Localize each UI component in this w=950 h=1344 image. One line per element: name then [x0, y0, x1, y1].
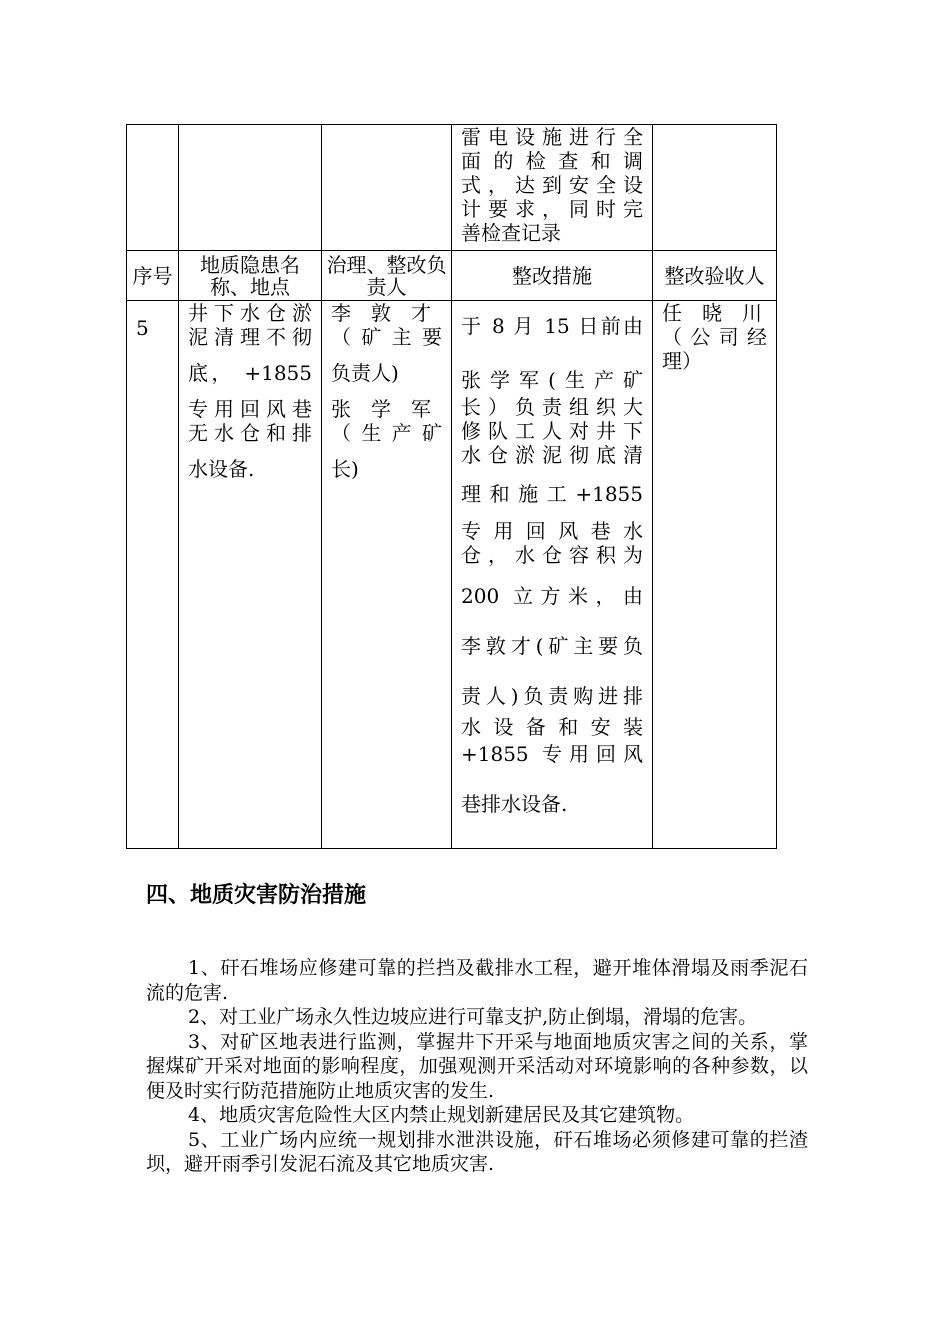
measure-line: 李敦才(矿主要负	[461, 634, 643, 658]
responsible-line: 长)	[331, 457, 359, 481]
header-hazard: 地质隐患名称、地点	[179, 251, 322, 301]
hazard-line: 无水仓和排	[188, 421, 312, 445]
paragraph: 2、对工业广场永久性边坡应进行可靠支护,防止倒塌，滑塌的危害。	[188, 1006, 758, 1028]
measure-line: 责人)负责购进排	[461, 684, 643, 708]
measure-line: 于 8 月 15 日前由	[461, 314, 643, 338]
paragraph: 5、工业广场内应统一规划排水泄洪设施，矸石堆场必须修建可靠的拦渣坝，避开雨季引发泥石流及其它地质灾害.	[146, 1128, 808, 1175]
cell-responsible	[322, 301, 452, 849]
hazard-line: 水设备.	[188, 457, 255, 481]
hazard-line: 专用回风巷	[188, 397, 312, 421]
acceptor-line: 任 晓 川	[662, 301, 762, 325]
hazard-line: 底， +1855	[188, 361, 312, 385]
cell-hazard	[179, 301, 322, 849]
measure-line: 200 立方米，由	[461, 584, 643, 608]
cell-empty	[127, 125, 179, 251]
paragraph: 1、矸石堆场应修建可靠的拦挡及截排水工程，避开堆体滑塌及雨季泥石流的危害.	[146, 957, 808, 1004]
responsible-line: 张 学 军	[331, 397, 431, 421]
row-number: 5	[136, 316, 149, 340]
section-heading: 四、地质灾害防治措施	[146, 883, 367, 908]
measure-line: 面的检查和调	[461, 149, 643, 173]
header-measures: 整改措施	[452, 251, 653, 301]
hazard-line: 泥清理不彻	[188, 325, 312, 349]
cell-empty	[653, 125, 777, 251]
cell-empty	[179, 125, 322, 251]
responsible-line: 李 敦 才	[331, 301, 431, 325]
table-row	[127, 301, 777, 849]
cell-empty	[322, 125, 452, 251]
measure-line: 计要求，同时完	[461, 197, 643, 221]
responsible-line: （生产矿	[331, 421, 442, 445]
hazard-table	[126, 124, 777, 849]
header-no: 序号	[127, 251, 179, 301]
measure-line: 式，达到安全设	[461, 173, 643, 197]
cell-measures-continued	[452, 125, 653, 251]
hazard-line: 井下水仓淤	[188, 301, 312, 325]
measure-line: 巷排水设备.	[461, 792, 568, 816]
measure-line: 张学军(生产矿	[461, 368, 643, 392]
measure-line: 长）负责组织大	[461, 395, 643, 419]
paragraph: 3、对矿区地表进行监测，掌握井下开采与地面地质灾害之间的关系，掌握煤矿开采对地面的影响程度，加强观测开采活动对环境影响的各种参数，以便及时实行防范措施防止地质灾害的发生.	[146, 1030, 808, 1102]
paragraph: 4、地质灾害危险性大区内禁止规划新建居民及其它建筑物。	[188, 1104, 695, 1126]
table-header-row	[127, 251, 777, 301]
section-body	[146, 956, 808, 1177]
acceptor-line: （公司经	[662, 325, 767, 349]
cell-measures	[452, 301, 653, 849]
measure-line: 水设备和安装	[461, 715, 643, 739]
measure-line: 理和施工+1855	[461, 482, 643, 506]
measure-line: 善检查记录	[461, 221, 561, 245]
measure-line: +1855 专用回风	[461, 742, 643, 766]
measure-line: 雷电设施进行全	[461, 125, 643, 149]
responsible-line: （矿主要	[331, 325, 442, 349]
cell-no	[127, 301, 179, 849]
measure-line: 专用回风巷水	[461, 519, 643, 543]
header-acceptor: 整改验收人	[653, 251, 777, 301]
measure-line: 水仓淤泥彻底清	[461, 443, 643, 467]
table-row-continued	[127, 125, 777, 251]
acceptor-line: 理）	[662, 349, 702, 373]
responsible-line: 负责人)	[331, 361, 399, 385]
measure-line: 仓，水仓容积为	[461, 543, 643, 567]
header-responsible: 治理、整改负责人	[322, 251, 452, 301]
measure-line: 修队工人对井下	[461, 419, 643, 443]
cell-acceptor	[653, 301, 777, 849]
